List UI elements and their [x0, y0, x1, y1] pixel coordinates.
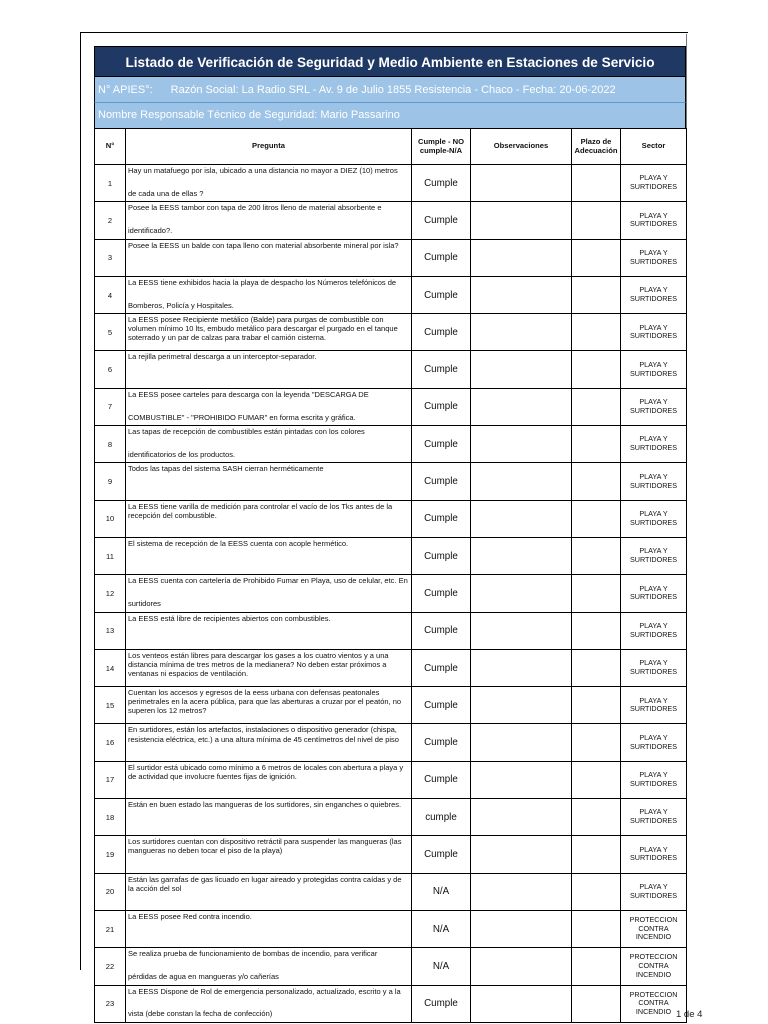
question-text: La EESS posee Red contra incendio.: [128, 911, 252, 921]
question-cell: [126, 612, 412, 649]
sector-cell: PLAYA Y SURTIDORES: [621, 276, 687, 313]
plazo-cell[interactable]: [572, 799, 621, 836]
row-number: 12: [95, 575, 126, 612]
sector-cell: PLAYA Y SURTIDORES: [621, 165, 687, 202]
sector-cell: PLAYA Y SURTIDORES: [621, 724, 687, 761]
question-text-continued: surtidores: [128, 599, 161, 609]
observaciones-cell[interactable]: [471, 165, 572, 202]
observaciones-cell[interactable]: [471, 202, 572, 239]
row-number: 3: [95, 239, 126, 276]
question-text: La EESS cuenta con cartelería de Prohibido Fumar en Playa, uso de celular, etc. En: [128, 576, 408, 586]
observaciones-cell[interactable]: [471, 575, 572, 612]
cumple-cell[interactable]: Cumple: [412, 388, 471, 425]
row-number: 10: [95, 500, 126, 537]
cumple-cell[interactable]: N/A: [412, 910, 471, 947]
table-row: [95, 799, 687, 836]
cumple-cell[interactable]: Cumple: [412, 426, 471, 463]
col-header-cumple: Cumple - NO cumple-N/A: [412, 129, 471, 165]
sector-cell: PLAYA Y SURTIDORES: [621, 649, 687, 686]
row-number: 20: [95, 873, 126, 910]
cumple-cell[interactable]: Cumple: [412, 687, 471, 724]
question-text: Los venteos están libres para descargar los gases a los cuatro vientos y a una distancia mínima de tres metros de la medianera? No deben estar próximos a ventanas ni espacios de ventilación.: [128, 650, 389, 679]
question-cell: [126, 724, 412, 761]
row-number: 21: [95, 910, 126, 947]
observaciones-cell[interactable]: [471, 799, 572, 836]
cumple-cell[interactable]: Cumple: [412, 165, 471, 202]
plazo-cell[interactable]: [572, 985, 621, 1022]
plazo-cell[interactable]: [572, 724, 621, 761]
sector-cell: PLAYA Y SURTIDORES: [621, 612, 687, 649]
question-cell: [126, 202, 412, 239]
sector-cell: PLAYA Y SURTIDORES: [621, 314, 687, 351]
question-text-continued: COMBUSTIBLE" - "PROHIBIDO FUMAR" en forma escrita y gráfica.: [128, 412, 356, 422]
observaciones-cell[interactable]: [471, 687, 572, 724]
row-number: 16: [95, 724, 126, 761]
sector-cell: PLAYA Y SURTIDORES: [621, 239, 687, 276]
plazo-cell[interactable]: [572, 575, 621, 612]
question-cell: [126, 165, 412, 202]
question-text-continued: identificatorios de los productos.: [128, 449, 236, 459]
plazo-cell[interactable]: [572, 165, 621, 202]
row-number: 14: [95, 649, 126, 686]
plazo-cell[interactable]: [572, 239, 621, 276]
cumple-cell[interactable]: Cumple: [412, 575, 471, 612]
observaciones-cell[interactable]: [471, 463, 572, 500]
question-text: La EESS tiene varilla de medición para controlar el vacío de los Tks antes de la recepción del combustible.: [128, 501, 393, 520]
table-row: [95, 724, 687, 761]
col-header-plazo: Plazo de Adecuación: [572, 129, 621, 165]
question-text-continued: pérdidas de agua en mangueras y/o cañerías: [128, 972, 279, 982]
observaciones-cell[interactable]: [471, 276, 572, 313]
plazo-cell[interactable]: [572, 761, 621, 798]
question-cell: [126, 388, 412, 425]
row-number: 17: [95, 761, 126, 798]
sector-cell: PLAYA Y SURTIDORES: [621, 761, 687, 798]
table-row: [95, 500, 687, 537]
table-row: [95, 537, 687, 574]
question-text-continued: Bomberos, Policía y Hospitales.: [128, 300, 234, 310]
cumple-cell[interactable]: Cumple: [412, 612, 471, 649]
sector-cell: PLAYA Y SURTIDORES: [621, 463, 687, 500]
observaciones-cell[interactable]: [471, 537, 572, 574]
observaciones-cell[interactable]: [471, 314, 572, 351]
question-text: Las tapas de recepción de combustibles están pintadas con los colores: [128, 427, 365, 437]
row-number: 5: [95, 314, 126, 351]
apies-label: N° APIES°:: [98, 84, 153, 96]
sector-cell: PLAYA Y SURTIDORES: [621, 575, 687, 612]
question-text: Están en buen estado las mangueras de los surtidores, sin enganches o quiebres.: [128, 800, 402, 810]
sector-cell: PROTECCION CONTRA INCENDIO: [621, 985, 687, 1022]
plazo-cell[interactable]: [572, 873, 621, 910]
cumple-cell[interactable]: Cumple: [412, 724, 471, 761]
question-text: La EESS tiene exhibidos hacia la playa de despacho los Números telefónicos de: [128, 277, 397, 287]
table-row: [95, 985, 687, 1022]
plazo-cell[interactable]: [572, 426, 621, 463]
question-text: Posee la EESS tambor con tapa de 200 litros lleno de material absorbente e: [128, 203, 382, 213]
observaciones-cell[interactable]: [471, 836, 572, 873]
cumple-cell[interactable]: Cumple: [412, 314, 471, 351]
cumple-cell[interactable]: Cumple: [412, 985, 471, 1022]
table-row: [95, 575, 687, 612]
plazo-cell[interactable]: [572, 649, 621, 686]
question-text: La rejilla perimetral descarga a un interceptor-separador.: [128, 352, 317, 362]
sector-cell: PLAYA Y SURTIDORES: [621, 351, 687, 388]
row-number: 7: [95, 388, 126, 425]
responsable-bar: Nombre Responsable Técnico de Seguridad: Mario Passarino: [94, 103, 686, 128]
checklist-table: [94, 128, 687, 1023]
checklist-sheet: [94, 46, 686, 1023]
observaciones-cell[interactable]: [471, 985, 572, 1022]
question-cell: [126, 910, 412, 947]
question-cell: [126, 873, 412, 910]
question-text: Cuentan los accesos y egresos de la eess urbana con defensas peatonales perimetrales en la acera pública, para que las aberturas a cruzar por el peatón, no superen los 12 metros?: [128, 688, 402, 716]
observaciones-cell[interactable]: [471, 910, 572, 947]
table-header-row: [95, 129, 687, 165]
question-cell: [126, 239, 412, 276]
question-text: Están las garrafas de gas licuado en lugar aireado y protegidas contra caídas y de la acción del sol: [128, 874, 402, 893]
observaciones-cell[interactable]: [471, 724, 572, 761]
question-text: Posee la EESS un balde con tapa lleno con material absorbente mineral por isla?: [128, 240, 399, 250]
row-number: 18: [95, 799, 126, 836]
sector-cell: PLAYA Y SURTIDORES: [621, 836, 687, 873]
table-row: [95, 202, 687, 239]
table-row: [95, 276, 687, 313]
plazo-cell[interactable]: [572, 500, 621, 537]
question-cell: [126, 500, 412, 537]
plazo-cell[interactable]: [572, 612, 621, 649]
question-cell: [126, 426, 412, 463]
question-cell: [126, 761, 412, 798]
table-row: [95, 761, 687, 798]
cumple-cell[interactable]: N/A: [412, 873, 471, 910]
page-number: 1 de 4: [676, 1009, 703, 1020]
plazo-cell[interactable]: [572, 948, 621, 985]
table-row: [95, 836, 687, 873]
question-cell: [126, 314, 412, 351]
question-cell: [126, 985, 412, 1022]
row-number: 11: [95, 537, 126, 574]
sector-cell: PLAYA Y SURTIDORES: [621, 873, 687, 910]
plazo-cell[interactable]: [572, 202, 621, 239]
col-header-pregunta: Pregunta: [126, 129, 412, 165]
row-number: 13: [95, 612, 126, 649]
table-row: [95, 873, 687, 910]
info-bar: [94, 77, 686, 103]
observaciones-cell[interactable]: [471, 239, 572, 276]
table-row: [95, 351, 687, 388]
plazo-cell[interactable]: [572, 910, 621, 947]
question-text: El sistema de recepción de la EESS cuenta con acople hermético.: [128, 538, 349, 548]
row-number: 4: [95, 276, 126, 313]
cumple-cell[interactable]: Cumple: [412, 276, 471, 313]
observaciones-cell[interactable]: [471, 649, 572, 686]
sector-cell: PROTECCION CONTRA INCENDIO: [621, 910, 687, 947]
plazo-cell[interactable]: [572, 351, 621, 388]
observaciones-cell[interactable]: [471, 761, 572, 798]
question-cell: [126, 575, 412, 612]
observaciones-cell[interactable]: [471, 500, 572, 537]
cumple-cell[interactable]: Cumple: [412, 351, 471, 388]
plazo-cell[interactable]: [572, 836, 621, 873]
table-row: [95, 948, 687, 985]
cumple-cell[interactable]: Cumple: [412, 239, 471, 276]
observaciones-cell[interactable]: [471, 948, 572, 985]
cumple-cell[interactable]: Cumple: [412, 836, 471, 873]
question-cell: [126, 948, 412, 985]
question-cell: [126, 836, 412, 873]
cumple-cell[interactable]: N/A: [412, 948, 471, 985]
page-frame-top: [80, 32, 688, 33]
cumple-cell[interactable]: cumple: [412, 799, 471, 836]
question-cell: [126, 649, 412, 686]
sector-cell: PLAYA Y SURTIDORES: [621, 500, 687, 537]
sector-cell: PLAYA Y SURTIDORES: [621, 388, 687, 425]
table-row: [95, 314, 687, 351]
table-row: [95, 649, 687, 686]
plazo-cell[interactable]: [572, 314, 621, 351]
question-cell: [126, 537, 412, 574]
page-frame-left: [80, 32, 81, 970]
cumple-cell[interactable]: Cumple: [412, 537, 471, 574]
table-row: [95, 463, 687, 500]
row-number: 15: [95, 687, 126, 724]
question-cell: [126, 799, 412, 836]
sector-cell: PLAYA Y SURTIDORES: [621, 537, 687, 574]
question-text: En surtidores, están los artefactos, instalaciones o dispositivo generador (chispa, resistencia eléctrica, etc.) a una altura mínima de 45 centímetros del nivel de piso: [128, 725, 399, 744]
sector-cell: PLAYA Y SURTIDORES: [621, 202, 687, 239]
question-text: Hay un matafuego por isla, ubicado a una distancia no mayor a DIEZ (10) metros: [128, 166, 398, 175]
question-text: La EESS está libre de recipientes abiertos con combustibles.: [128, 613, 331, 623]
question-text: La EESS Dispone de Rol de emergencia personalizado, actualizado, escrito y a la: [128, 986, 401, 996]
col-header-observaciones: Observaciones: [471, 129, 572, 165]
question-cell: [126, 351, 412, 388]
question-text: Se realiza prueba de funcionamiento de bombas de incendio, para verificar: [128, 949, 378, 959]
question-cell: [126, 463, 412, 500]
question-text: El surtidor está ubicado como mínimo a 6 metros de locales con abertura a playa y de actividad que involucre fuentes fijas de ignición.: [128, 762, 404, 781]
sector-cell: PLAYA Y SURTIDORES: [621, 426, 687, 463]
document-title: Listado de Verificación de Seguridad y Medio Ambiente en Estaciones de Servicio: [94, 46, 686, 77]
table-row: [95, 910, 687, 947]
observaciones-cell[interactable]: [471, 426, 572, 463]
cumple-cell[interactable]: Cumple: [412, 500, 471, 537]
table-row: [95, 239, 687, 276]
plazo-cell[interactable]: [572, 276, 621, 313]
sector-cell: PLAYA Y SURTIDORES: [621, 799, 687, 836]
row-number: 6: [95, 351, 126, 388]
observaciones-cell[interactable]: [471, 873, 572, 910]
table-row: [95, 687, 687, 724]
question-cell: [126, 687, 412, 724]
sector-cell: PLAYA Y SURTIDORES: [621, 687, 687, 724]
question-text: Todos las tapas del sistema SASH cierran herméticamente: [128, 464, 324, 474]
question-text-continued: de cada una de ellas ?: [128, 188, 204, 198]
table-row: [95, 426, 687, 463]
row-number: 1: [95, 165, 126, 202]
row-number: 8: [95, 426, 126, 463]
row-number: 23: [95, 985, 126, 1022]
sector-cell: PROTECCION CONTRA INCENDIO: [621, 948, 687, 985]
cumple-cell[interactable]: Cumple: [412, 649, 471, 686]
plazo-cell[interactable]: [572, 537, 621, 574]
row-number: 2: [95, 202, 126, 239]
question-cell: [126, 276, 412, 313]
question-text-continued: vista (debe constan la fecha de confección): [128, 1009, 273, 1019]
table-row: [95, 388, 687, 425]
table-row: [95, 165, 687, 202]
question-text: Los surtidores cuentan con dispositivo retráctil para suspender las mangueras (las mangueras no deben tocar el piso de la playa): [128, 837, 402, 856]
question-text-continued: identificado?.: [128, 226, 173, 236]
plazo-cell[interactable]: [572, 463, 621, 500]
plazo-cell[interactable]: [572, 687, 621, 724]
row-number: 9: [95, 463, 126, 500]
row-number: 22: [95, 948, 126, 985]
question-text: La EESS posee Recipiente metálico (Balde) para purgas de combustible con volumen mínimo 10 lts, embudo metálico para descargar el purgado en el tanque soterrado y un par de calzas para trabar el camión cisterna.: [128, 315, 398, 343]
razon-social: Razón Social: La Radio SRL - Av. 9 de Julio 1855 Resistencia - Chaco - Fecha: 20-06-2022: [170, 84, 616, 96]
cumple-cell[interactable]: Cumple: [412, 463, 471, 500]
col-header-num: N°: [95, 129, 126, 165]
cumple-cell[interactable]: Cumple: [412, 761, 471, 798]
observaciones-cell[interactable]: [471, 612, 572, 649]
observaciones-cell[interactable]: [471, 388, 572, 425]
observaciones-cell[interactable]: [471, 351, 572, 388]
plazo-cell[interactable]: [572, 388, 621, 425]
col-header-sector: Sector: [621, 129, 687, 165]
cumple-cell[interactable]: Cumple: [412, 202, 471, 239]
row-number: 19: [95, 836, 126, 873]
table-row: [95, 612, 687, 649]
question-text: La EESS posee carteles para descarga con la leyenda "DESCARGA DE: [128, 389, 369, 399]
